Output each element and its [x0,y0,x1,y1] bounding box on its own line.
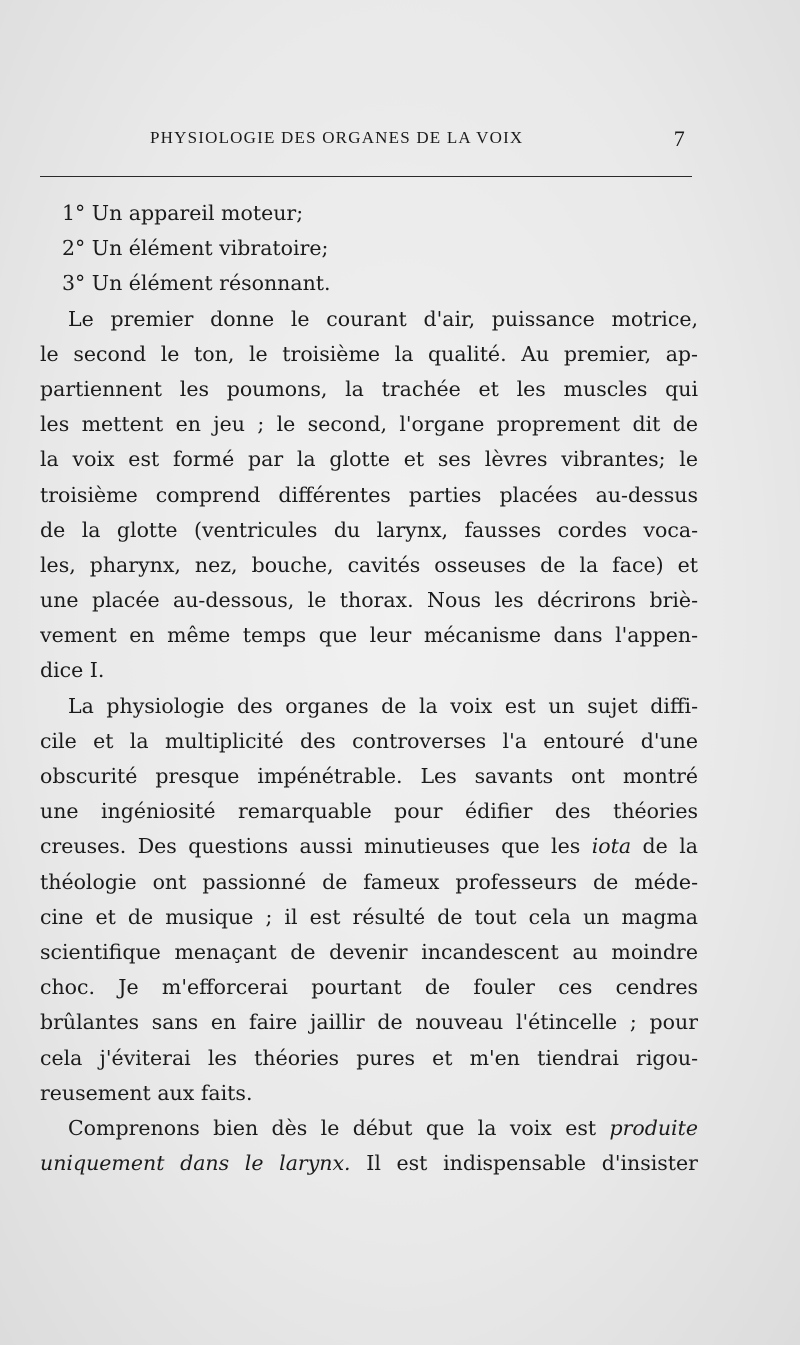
paragraph-line: dice I. [40,658,105,683]
list-item: 1° Un appareil moteur; [62,201,304,225]
text-run: Il est indispensable d'insister [350,1151,698,1176]
paragraph-line: cine et de musique ; il est résulté de tout cela un magma [40,904,698,929]
paragraph-line [40,1146,698,1181]
paragraph-line: scientifique menaçant de devenir incandescent au moindre [40,939,698,964]
italic-text: iota [591,834,632,859]
text-run: Comprenons bien dès le début que la voix est [68,1115,610,1140]
paragraph-line: Le premier donne le courant d'air, puissance motrice, [68,306,698,331]
paragraph-line: cile et la multiplicité des controverses l'a entouré d'une [40,728,698,753]
paragraph-line: brûlantes sans en faire jaillir de nouveau l'étincelle ; pour [40,1010,698,1035]
list-item: 3° Un élément résonnant. [62,271,331,296]
italic-text: produite [609,1115,698,1140]
header-rule [40,176,692,177]
list-item: 2° Un élément vibratoire; [62,236,329,261]
paragraph-line: vement en même temps que leur mécanisme dans l'appen- [40,623,698,648]
paragraph-line: le second le ton, le troisième la qualité. Au premier, ap- [40,341,698,366]
page-number: 7 [673,126,686,151]
italic-text: uniquement dans le larynx. [40,1151,351,1176]
paragraph-line: La physiologie des organes de la voix est un sujet diffi- [68,693,698,718]
paragraph-line: une placée au-dessous, le thorax. Nous les décrirons briè- [40,588,698,613]
paragraph-line: troisième comprend différentes parties placées au-dessus [40,482,698,507]
paragraph-line: partiennent les poumons, la trachée et les muscles qui [40,376,698,401]
paragraph-line: les mettent en jeu ; le second, l'organe proprement dit de [40,412,698,437]
paragraph-line [40,1111,698,1146]
paragraph-line: une ingéniosité remarquable pour édifier des théories [40,799,698,824]
running-title: PHYSIOLOGIE DES ORGANES DE LA VOIX [150,128,524,147]
text-run: creuses. Des questions aussi minutieuses que les [40,834,592,859]
paragraph-line: obscurité presque impénétrable. Les savants ont montré [40,764,698,788]
paragraph-line [40,829,698,864]
paragraph-line: théologie ont passionné de fameux professeurs de méde- [40,869,698,894]
paragraph-line: de la glotte (ventricules du larynx, fausses cordes voca- [40,517,698,542]
paragraph-line: les, pharynx, nez, bouche, cavités osseuses de la face) et [40,552,698,577]
running-header [150,128,690,158]
paragraph-line: reusement aux faits. [40,1080,253,1105]
paragraph-line: choc. Je m'efforcerai pourtant de fouler ces cendres [40,975,698,1000]
paragraph-line: la voix est formé par la glotte et ses lèvres vibrantes; le [40,447,698,472]
text-run: de la [631,834,698,859]
paragraph-line: cela j'éviterai les théories pures et m'en tiendrai rigou- [40,1045,698,1070]
body-text [40,196,698,1181]
